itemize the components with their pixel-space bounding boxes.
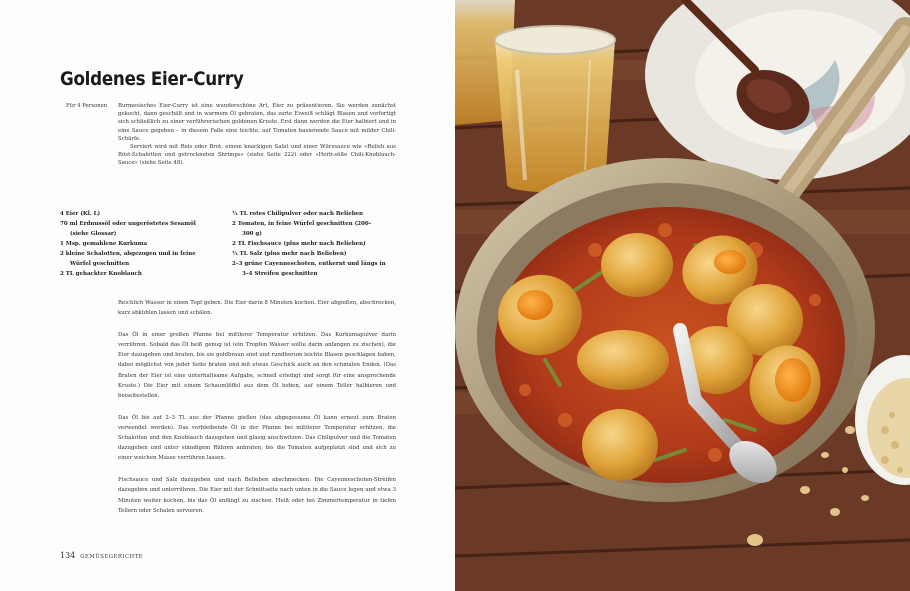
ingredient-item: ½ TL Salz (plus mehr nach Belieben) [232, 251, 347, 257]
ingredient-item: 2 Tomaten, in feine Würfel geschnitten (200– [232, 221, 372, 227]
method-paragraph: Das Öl bis auf 2–3 TL aus der Pfanne gießen (das abgegossene Öl kann erneut zum Braten verwendet werden). Das verbleibende Öl in der Pfanne bei mittlerer Temperatur erhitzen, die Schalotten und den Knoblauch dazugeben und glasig anschwitzen. Das Chilipulver und die Tomaten dazugeben und unter ständigem Rühren anbraten, bis die Tomaten aufgeplatzt sind und sich zu einer weichen Masse verrühren lassen. [118, 414, 396, 462]
ingredient-item: 2 TL gehackter Knoblauch [60, 271, 142, 277]
ingredient-item: 4 Eier (Kl. L) [60, 211, 101, 217]
method-paragraph: Reichlich Wasser in einen Topf geben. Die Eier darin 8 Minuten kochen. Eier abgießen, abschrecken, kurz abkühlen lassen und schälen. [118, 300, 396, 317]
ingredient-item: 1 Msp. gemahlene Kurkuma [60, 241, 148, 247]
ingredient-item: Würfel geschnitten [70, 261, 130, 267]
method-paragraph: Fischsauce und Salz dazugeben und nach Belieben abschmecken. Die Cayenneschoten-Streifen dazugeben und unterrühren. Die Eier mit der Schnittseite nach unten in die Sauce legen und etwa 3 Minuten weiter kochen, bis das Öl anfängt zu zischen. Heiß oder bei Zimmertemperatur in tiefen Tellern oder Schalen servieren. [118, 477, 396, 514]
intro-paragraph: Burmesisches Eier-Curry ist eine wunderschöne Art, Eier zu präsentieren. Sie werden zunächst gekocht, dann geschält und in warmem Öl gebraten, das zarte Eiweiß schlägt Blasen und verfertigt sich schließlich zu einer verführerischen goldenen Kruste. Erst dann werden die Eier halbiert und in eine Sauce gegeben – in diesem Falle eine leichte, auf Tomaten basierende Sauce mit milder Chili-Schärfe. [118, 103, 396, 142]
ingredient-item: 70 ml Erdnussöl oder ungeröstetes Sesamöl [60, 221, 196, 227]
ingredient-item: 2 TL Fischsauce (plus mehr nach Belieben) [232, 241, 366, 247]
method-paragraph: Das Öl in einer großen Pfanne bei mittlerer Temperatur erhitzen. Das Kurkumapulver darin verrühren. Sobald das Öl heiß genug ist (ein Tropfen Wasser sollte darin anfangen zu zischen), die Eier dazugeben und braten, bis sie goldbraun sind und rundherum leichte Blasen geschlagen haben, dabei möglichst von jeder Seite braten und mit etwas Geschick auch an den schmalen Enden. (Das Braten der Eier ist eine unterhaltsame Aufgabe, schnell erledigt und sorgt für eine ansprechende Kruste.) Die Eier mit einem Schaumlöffel aus dem Öl heben, auf einem Teller halbieren und beiseitestellen. [118, 332, 396, 399]
serves-label: Für 4 Personen [66, 103, 108, 109]
ingredient-item: (siehe Glossar) [70, 231, 117, 237]
ingredient-item: 3–4 Streifen geschnitten [242, 271, 318, 277]
ingredient-item: 2 kleine Schalotten, abgezogen und in feine [60, 251, 196, 257]
method-steps [118, 298, 396, 528]
intro-paragraph: Serviert wird mit Reis oder Brot, einem knackigen Salat und einer Würzsauce wie »Relish aus Röst-Schalotten und getrockneten Shrimps« (siehe Seite 222) oder »Herb-süße Chili-Knoblauch-Sauce« (siehe Seite 48). [118, 144, 396, 167]
section-name: GEMÜSEGERICHTE [80, 554, 144, 560]
ingredient-item: ¼ TL rotes Chilipulver oder nach Belieben [232, 211, 364, 217]
page-number: 134 [60, 551, 76, 560]
recipe-intro [118, 102, 396, 168]
ingredient-item: 2–3 grüne Cayenneschoten, entkernt und längs in [232, 261, 386, 267]
ingredient-item: 300 g) [242, 231, 262, 237]
photo-page [455, 0, 910, 591]
ingredient-list-right [232, 209, 386, 279]
egg-curry-pan-photo [455, 0, 910, 591]
ingredient-list-left [60, 209, 196, 279]
recipe-title: Goldenes Eier-Curry [60, 68, 244, 90]
page-footer [60, 551, 143, 560]
